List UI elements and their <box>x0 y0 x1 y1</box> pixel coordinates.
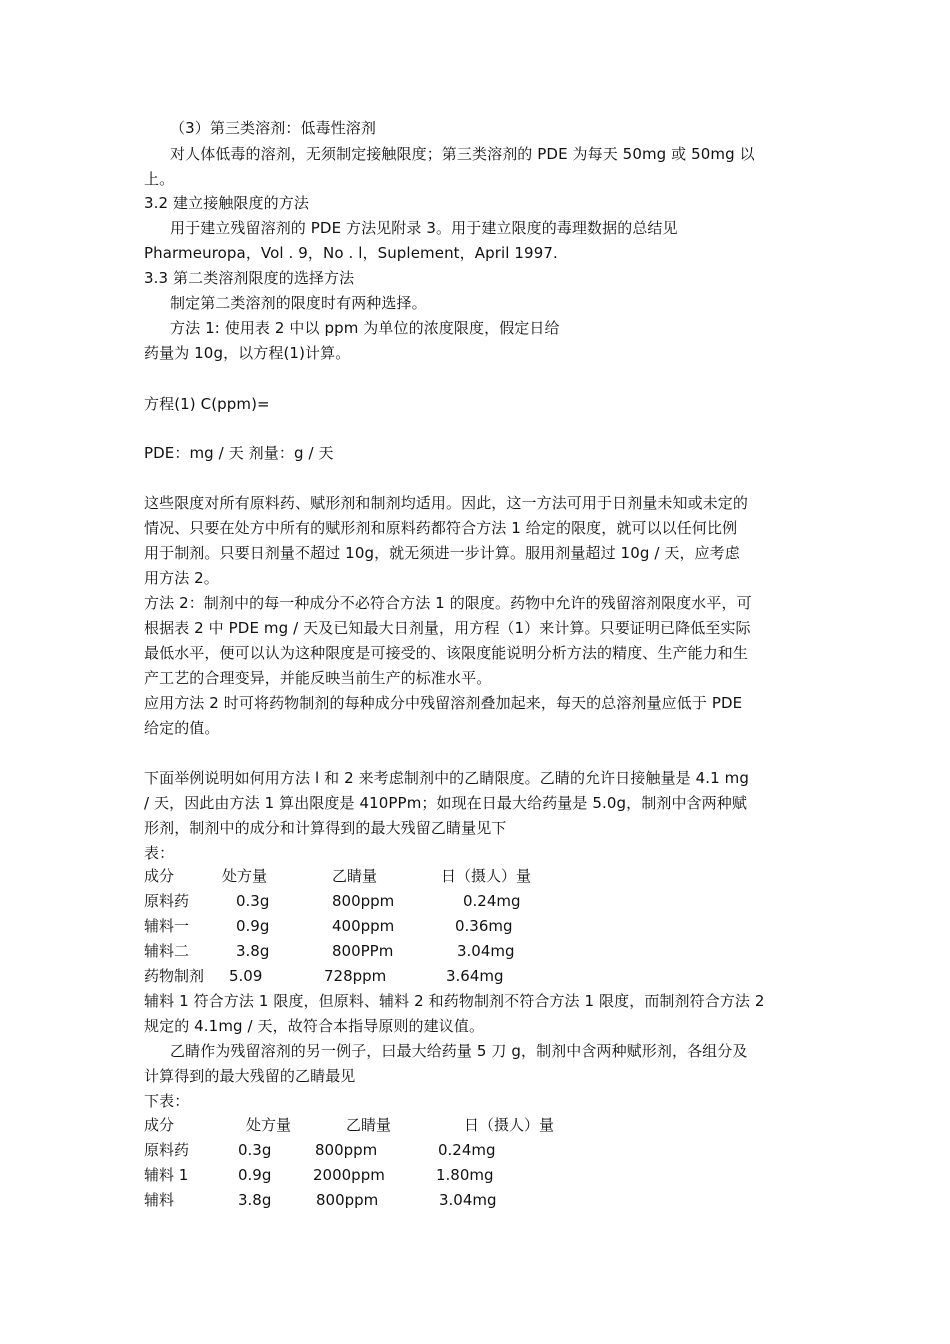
paragraph-method1-line2: 药量为 10g，以方程(1)计算。 <box>144 344 351 362</box>
paragraph-3-2-line2: Pharmeuropa，Vol . 9，No . l，Suplement，April 1997. <box>144 244 558 262</box>
table-cell: 5.09 <box>229 967 263 985</box>
table-cell: 0.9g <box>236 917 270 935</box>
paragraph-limits-line4: 用方法 2。 <box>144 569 219 587</box>
paragraph-limits-line1: 这些限度对所有原料药、赋形剂和制剂均适用。因此，这一方法可用于日剂量未知或未定的 <box>144 494 749 512</box>
paragraph-3-2-line1: 用于建立残留溶剂的 PDE 方法见附录 3。用于建立限度的毒理数据的总结见 <box>170 219 678 237</box>
paragraph-example2-line1: 乙睛作为残留溶剂的另一例子，曰最大给药量 5 刀 g，制剂中含两种赋形剂，各组分及 <box>170 1042 748 1060</box>
table-cell: 3.04mg <box>439 1191 497 1209</box>
table-cell: 3.8g <box>236 942 270 960</box>
paragraph-class3-line1: 对人体低毒的溶剂，无须制定接触限度；第三类溶剂的 PDE 为每天 50mg 或 50mg 以 <box>170 145 755 163</box>
table-cell: 3.64mg <box>446 967 504 985</box>
table-header-cell: 乙睛量 <box>332 867 378 885</box>
table-cell: 辅料一 <box>144 917 190 935</box>
paragraph-method2-line2: 根据表 2 中 PDE mg / 天及已知最大日剂量，用方程（1）来计算。只要证明已降低至实际 <box>144 619 751 637</box>
paragraph-example1-line4: 表： <box>144 844 175 862</box>
paragraph-class3-line2: 上。 <box>144 170 175 188</box>
table-header-cell: 日（摄人）量 <box>441 867 532 885</box>
table-header-cell: 成分 <box>144 867 175 885</box>
section-heading-class3: （3）第三类溶剂：低毒性溶剂 <box>170 119 376 137</box>
paragraph-method2-line4: 产工艺的合理变异，并能反映当前生产的标准水平。 <box>144 669 492 687</box>
equation-1: 方程(1) C(ppm)= <box>144 395 270 413</box>
paragraph-example2-line3: 下表： <box>144 1092 190 1110</box>
paragraph-example1-line1: 下面举例说明如何用方法 l 和 2 来考虑制剂中的乙睛限度。乙睛的允许日接触量是 4.1 mg <box>144 769 750 787</box>
table-cell: 1.80mg <box>436 1166 494 1184</box>
paragraph-method2-apply-line2: 给定的值。 <box>144 719 220 737</box>
paragraph-method1-line1: 方法 1: 使用表 2 中以 ppm 为单位的浓度限度，假定日给 <box>170 319 560 337</box>
paragraph-example1-line3: 形剂，制剂中的成分和计算得到的最大残留乙睛量见下 <box>144 819 507 837</box>
paragraph-example2-line2: 计算得到的最大残留的乙睛最见 <box>144 1067 356 1085</box>
table-cell: 0.3g <box>238 1141 272 1159</box>
paragraph-example1-result-line2: 规定的 4.1mg / 天，故符合本指导原则的建议值。 <box>144 1017 485 1035</box>
table-cell: 0.36mg <box>455 917 513 935</box>
table-header-cell: 成分 <box>144 1116 175 1134</box>
section-heading-3-3: 3.3 第二类溶剂限度的选择方法 <box>144 269 355 287</box>
table-header-cell: 日（摄人）量 <box>464 1116 555 1134</box>
table-cell: 药物制剂 <box>144 967 205 985</box>
table-cell: 0.3g <box>236 892 270 910</box>
paragraph-method2-apply-line1: 应用方法 2 时可将药物制剂的每种成分中残留溶剂叠加起来，每天的总溶剂量应低于 PDE <box>144 694 743 712</box>
table-header-cell: 处方量 <box>246 1116 292 1134</box>
table-cell: 原料药 <box>144 1141 190 1159</box>
paragraph-method2-line1: 方法 2：制剂中的每一种成分不必符合方法 1 的限度。药物中允许的残留溶剂限度水平，可 <box>144 594 752 612</box>
paragraph-example1-result-line1: 辅料 1 符合方法 1 限度，但原料、辅料 2 和药物制剂不符合方法 1 限度，而制剂符合方法 2 <box>144 992 765 1010</box>
table-cell: 0.9g <box>238 1166 272 1184</box>
table-cell: 800PPm <box>332 942 394 960</box>
table-cell: 800ppm <box>316 1191 379 1209</box>
paragraph-limits-line2: 情况、只要在处方中所有的赋形剂和原料药都符合方法 1 给定的限度，就可以以任何比例 <box>144 519 738 537</box>
table-cell: 0.24mg <box>438 1141 496 1159</box>
table-cell: 辅料 1 <box>144 1166 189 1184</box>
table-cell: 800ppm <box>315 1141 378 1159</box>
table-cell: 400ppm <box>332 917 395 935</box>
equation-units: PDE：mg / 天 剂量：g / 天 <box>144 444 334 462</box>
paragraph-example1-line2: / 天，因此由方法 1 算出限度是 410PPm；如现在日最大给药量是 5.0g，制剂中含两种赋 <box>144 794 747 812</box>
table-cell: 原料药 <box>144 892 190 910</box>
table-cell: 728ppm <box>324 967 387 985</box>
table-header-cell: 处方量 <box>222 867 268 885</box>
table-cell: 3.8g <box>238 1191 272 1209</box>
table-cell: 0.24mg <box>463 892 521 910</box>
table-header-cell: 乙睛量 <box>346 1116 392 1134</box>
table-cell: 辅料 <box>144 1191 175 1209</box>
table-cell: 2000ppm <box>313 1166 385 1184</box>
section-heading-3-2: 3.2 建立接触限度的方法 <box>144 194 309 212</box>
table-cell: 3.04mg <box>457 942 515 960</box>
paragraph-limits-line3: 用于制剂。只要日剂量不超过 10g，就无须进一步计算。服用剂量超过 10g / 天，应考虑 <box>144 544 740 562</box>
table-cell: 800ppm <box>332 892 395 910</box>
paragraph-method2-line3: 最低水平，便可以认为这种限度是可接受的、该限度能说明分析方法的精度、生产能力和生 <box>144 644 749 662</box>
paragraph-3-3-intro: 制定第二类溶剂的限度时有两种选择。 <box>170 294 427 312</box>
table-cell: 辅料二 <box>144 942 190 960</box>
